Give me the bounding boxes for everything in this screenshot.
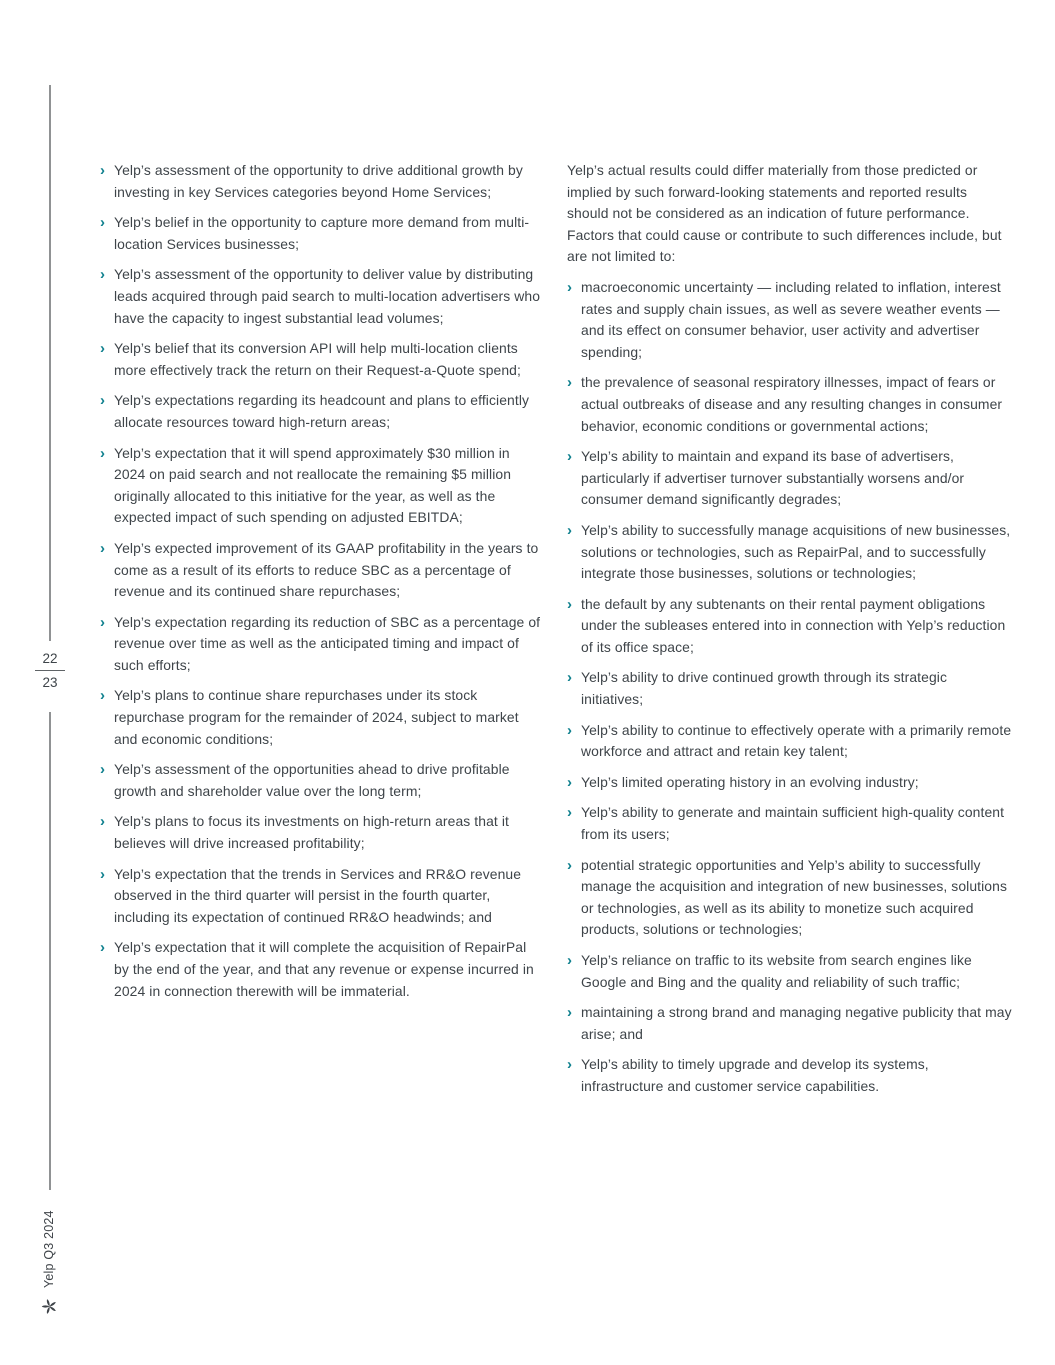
chevron-bullet-icon: › (100, 813, 106, 831)
bullet-item (100, 212, 545, 255)
bullet-item (567, 802, 1012, 845)
bullet-text: Yelp’s ability to successfully manage acquisitions of new businesses, solutions or technologies, such as RepairPal, and to successfully integrate those businesses, solutions or technologies; (581, 521, 1011, 582)
bullet-text: Yelp’s assessment of the opportunity to drive additional growth by investing in key Services categories beyond Home Services; (114, 162, 523, 200)
right-column (567, 160, 1012, 1098)
bullet-text: Yelp’s reliance on traffic to its website from search engines like Google and Bing and the quality and reliability of such traffic; (581, 952, 972, 990)
bullet-text: macroeconomic uncertainty — including related to inflation, interest rates and supply chain issues, as well as severe weather events — and its effect on consumer behavior, user activity and advertiser spending; (581, 278, 1001, 360)
bullet-text: Yelp’s ability to timely upgrade and develop its systems, infrastructure and customer service capabilities. (581, 1056, 929, 1094)
footer (39, 1210, 59, 1316)
chevron-bullet-icon: › (100, 865, 106, 883)
footer-label: Yelp Q3 2024 (42, 1210, 56, 1288)
chevron-bullet-icon: › (567, 521, 573, 539)
chevron-bullet-icon: › (567, 1056, 573, 1074)
bullet-text: Yelp’s ability to generate and maintain sufficient high-quality content from its users; (581, 804, 1005, 843)
chevron-bullet-icon: › (100, 162, 106, 179)
bullet-item (567, 720, 1012, 763)
bullet-text: Yelp’s ability to continue to effectively operate with a primarily remote workforce and attract and retain key talent; (581, 721, 1012, 760)
chevron-bullet-icon: › (567, 448, 573, 466)
bullet-item (100, 759, 545, 802)
chevron-bullet-icon: › (567, 721, 573, 739)
bullet-item (100, 538, 545, 603)
bullet-item (567, 372, 1012, 437)
bullet-text: the default by any subtenants on their rental payment obligations under the subleases entered into in connection with Yelp’s reduction of its office space; (581, 595, 1006, 655)
bullet-item (100, 338, 545, 381)
bullet-item (567, 1054, 1012, 1097)
yelp-burst-icon (40, 1297, 59, 1316)
bullet-text: Yelp’s expectation that the trends in Services and RR&O revenue observed in the third quarter will persist in the fourth quarter, including its expectation of continued RR&O headwinds; and (114, 865, 522, 925)
bullet-item (567, 594, 1012, 659)
chevron-bullet-icon: › (100, 392, 106, 410)
bullet-item (100, 612, 545, 677)
chevron-bullet-icon: › (100, 266, 106, 284)
bullet-item (100, 160, 545, 203)
chevron-bullet-icon: › (567, 1004, 573, 1022)
bullet-item (100, 443, 545, 529)
bullet-item (100, 390, 545, 433)
chevron-bullet-icon: › (567, 804, 573, 822)
bullet-item (567, 446, 1012, 511)
chevron-bullet-icon: › (100, 761, 106, 779)
chevron-bullet-icon: › (100, 214, 106, 232)
bullet-text: maintaining a strong brand and managing negative publicity that may arise; and (581, 1004, 1012, 1042)
sidebar-rule-top (49, 85, 51, 641)
chevron-bullet-icon: › (567, 374, 573, 392)
bullet-item (567, 855, 1012, 941)
chevron-bullet-icon: › (100, 444, 106, 462)
bullet-text: Yelp’s limited operating history in an evolving industry; (581, 773, 919, 790)
bullet-text: Yelp’s belief in the opportunity to capture more demand from multi-location Services businesses; (114, 214, 530, 252)
bullet-text: Yelp’s plans to continue share repurchases under its stock repurchase program for the remainder of 2024, subject to market and economic conditions; (114, 687, 519, 747)
bullet-item (100, 811, 545, 854)
page-number-block (28, 650, 72, 691)
right-bullet-list (567, 277, 1012, 1098)
page-number-divider (35, 670, 65, 671)
chevron-bullet-icon: › (100, 539, 106, 557)
chevron-bullet-icon: › (100, 340, 106, 358)
page-number-current: 22 (42, 651, 58, 666)
bullet-text: Yelp’s expectation that it will complete the acquisition of RepairPal by the end of the year, and that any revenue or expense incurred in 2024 in connection therewith will be immaterial. (114, 939, 534, 999)
bullet-text: Yelp’s ability to drive continued growth through its strategic initiatives; (581, 669, 948, 708)
content-columns (100, 160, 1012, 1098)
chevron-bullet-icon: › (567, 595, 573, 613)
bullet-text: Yelp’s plans to focus its investments on high-return areas that it believes will drive increased profitability; (114, 813, 509, 852)
sidebar-rule-bottom (49, 712, 51, 1190)
bullet-item (100, 937, 545, 1002)
bullet-item (567, 277, 1012, 363)
bullet-item (567, 950, 1012, 993)
intro-paragraph: Yelp’s actual results could differ materially from those predicted or implied by such forward-looking statements and reported results should not be considered as an indication of future performance. Factors that could cause or contribute to such differences include, but are not limited to: (567, 162, 1002, 265)
chevron-bullet-icon: › (567, 669, 573, 687)
chevron-bullet-icon: › (100, 613, 106, 631)
left-bullet-list (100, 160, 545, 1002)
bullet-text: Yelp’s belief that its conversion API will help multi-location clients more effectively track the return on their Request-a-Quote spend; (114, 340, 521, 378)
bullet-item (567, 520, 1012, 585)
bullet-text: potential strategic opportunities and Yelp’s ability to successfully manage the acquisition and integration of new businesses, solutions or technologies, as well as its ability to monetize such acquired products, solutions or technologies; (581, 856, 1008, 938)
chevron-bullet-icon: › (567, 773, 573, 791)
bullet-text: Yelp’s assessment of the opportunities ahead to drive profitable growth and shareholder value over the long term; (114, 761, 510, 799)
bullet-item (100, 264, 545, 329)
bullet-item (567, 667, 1012, 710)
bullet-text: Yelp’s ability to maintain and expand its base of advertisers, particularly if advertiser turnover substantially worsens and/or consumer demand significantly degrades; (581, 448, 965, 508)
bullet-text: Yelp’s assessment of the opportunity to deliver value by distributing leads acquired through paid search to multi-location advertisers who have the capacity to ingest substantial lead volumes; (114, 266, 541, 326)
chevron-bullet-icon: › (567, 856, 573, 874)
bullet-text: Yelp’s expected improvement of its GAAP profitability in the years to come as a result of its efforts to reduce SBC as a percentage of revenue and its continued share repurchases; (114, 539, 539, 600)
left-column (100, 160, 545, 1098)
page-number-next: 23 (42, 675, 58, 690)
chevron-bullet-icon: › (100, 687, 106, 705)
bullet-item (567, 772, 1012, 794)
bullet-text: Yelp’s expectation that it will spend approximately $30 million in 2024 on paid search and not reallocate the remaining $5 million originally allocated to this initiative for the year, as well as the expected impact of such spending on adjusted EBITDA; (114, 444, 512, 526)
bullet-text: the prevalence of seasonal respiratory illnesses, impact of fears or actual outbreaks of disease and any resulting changes in consumer behavior, economic conditions or governmental actions; (581, 374, 1003, 434)
chevron-bullet-icon: › (567, 278, 573, 296)
bullet-text: Yelp’s expectation regarding its reduction of SBC as a percentage of revenue over time as well as the anticipated timing and impact of such efforts; (114, 613, 541, 673)
bullet-item (100, 685, 545, 750)
bullet-text: Yelp’s expectations regarding its headcount and plans to efficiently allocate resources toward high-return areas; (114, 392, 530, 430)
bullet-item (100, 864, 545, 929)
bullet-item (567, 1002, 1012, 1045)
chevron-bullet-icon: › (100, 939, 106, 957)
chevron-bullet-icon: › (567, 952, 573, 969)
